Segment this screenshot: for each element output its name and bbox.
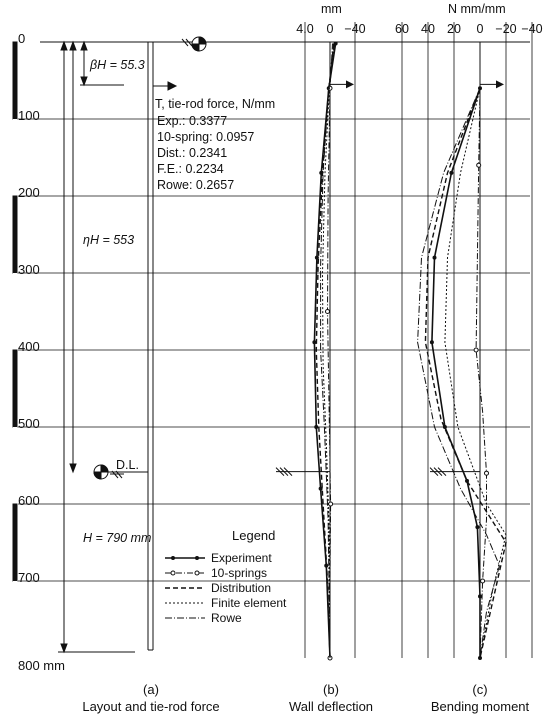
series-experiment (432, 88, 480, 658)
depth-tick-labels (18, 31, 65, 673)
tie-rod-arrowhead (168, 82, 176, 90)
deflection-unit-label: mm (321, 2, 342, 16)
x-tick-label: −40 (344, 22, 366, 36)
caption-b: Wall deflection (288, 699, 374, 714)
depth-tick-0: 0 (18, 31, 26, 46)
depth-tick-200: 200 (18, 185, 40, 200)
captions (82, 682, 529, 714)
tie-rod-values (157, 114, 254, 192)
spring-point (477, 163, 481, 167)
tie-rod-row: Rowe: 0.2657 (157, 178, 235, 192)
scale-segment (13, 273, 17, 350)
experiment-point (449, 171, 453, 175)
scale-segment (13, 504, 17, 581)
legend-item-10-springs (165, 566, 267, 580)
x-tick-label: 0 (476, 22, 484, 36)
tie-rod-arrowhead (346, 80, 354, 88)
tie-rod-row: F.E.: 0.2234 (157, 162, 224, 176)
experiment-point (433, 256, 437, 260)
depth-tick-700: 700 (18, 570, 40, 585)
eta-h-label: ηH = 553 (83, 233, 135, 247)
depth-tick-400: 400 (18, 339, 40, 354)
water-level-marker-top (180, 37, 206, 51)
dim-eta-arrow-bottom (70, 464, 76, 472)
legend-label: Finite element (211, 596, 287, 610)
beta-h-label: βH = 55.3 (90, 58, 145, 72)
depth-tick-600: 600 (18, 493, 40, 508)
spring-point (326, 310, 330, 314)
legend-label: Rowe (211, 611, 242, 625)
x-tick-label: 20 (447, 22, 461, 36)
scale-segment (13, 427, 17, 504)
depth-tick-500: 500 (18, 416, 40, 431)
scale-segment (13, 581, 17, 658)
legend-label: Distribution (211, 581, 272, 595)
depth-scale-bar (13, 42, 17, 658)
legend-title: Legend (232, 528, 276, 543)
experiment-point (475, 525, 479, 529)
spring-point (474, 348, 478, 352)
spring-point (481, 579, 485, 583)
legend-item-distribution (165, 581, 271, 595)
tie-rod-row: 10-spring: 0.0957 (157, 130, 255, 144)
dim-h-arrow-top (61, 42, 67, 50)
legend-item-finite-element (165, 596, 287, 610)
depth-tick-800: 800 mm (18, 658, 65, 673)
legend (165, 528, 287, 625)
h-label: H = 790 mm (83, 531, 152, 545)
caption-c-letter: (c) (472, 682, 488, 697)
legend-label: Experiment (211, 551, 272, 565)
dim-beta-arrow-bottom (81, 77, 87, 85)
wall-deflection-chart (276, 22, 366, 660)
dim-beta-arrow-top (81, 42, 87, 50)
series-distribution (425, 88, 506, 658)
scale-segment (13, 42, 17, 119)
series-rowe (418, 88, 500, 658)
spring-point (329, 502, 333, 506)
experiment-point (478, 594, 482, 598)
depth-tick-100: 100 (18, 108, 40, 123)
x-tick-label: 60 (395, 22, 409, 36)
dim-eta-arrow-top (70, 42, 76, 50)
dl-label: D.L. (116, 458, 139, 472)
x-tick-label: 0 (326, 22, 334, 36)
tie-rod-title: T, tie-rod force, N/mm (155, 97, 276, 111)
scale-segment (13, 350, 17, 427)
caption-a-letter: (a) (143, 682, 159, 697)
depth-tick-300: 300 (18, 262, 40, 277)
tie-rod-row: Dist.: 0.2341 (157, 146, 228, 160)
moment-unit-label: N mm/mm (448, 2, 506, 16)
caption-b-letter: (b) (323, 682, 339, 697)
experiment-point (430, 340, 434, 344)
tie-rod-arrowhead (496, 80, 504, 88)
caption-a: Layout and tie-rod force (82, 699, 220, 714)
scale-segment (13, 119, 17, 196)
x-tick-label: −40 (521, 22, 543, 36)
layout-panel (40, 42, 176, 652)
spring-point (485, 471, 489, 475)
x-tick-label: 4.0 (296, 22, 314, 36)
legend-item-rowe (165, 611, 242, 625)
experiment-point (314, 425, 318, 429)
legend-item-experiment (165, 551, 272, 565)
tie-rod-row: Exp.: 0.3377 (157, 114, 228, 128)
series-10-springs (476, 88, 486, 658)
bending-moment-chart (395, 22, 543, 660)
dim-h-arrow-bottom (61, 644, 67, 652)
legend-label: 10-springs (211, 566, 268, 580)
x-tick-label: −20 (495, 22, 517, 36)
scale-segment (13, 196, 17, 273)
depth-gridlines (18, 42, 530, 581)
caption-c: Bending moment (430, 699, 530, 714)
x-tick-label: 40 (421, 22, 435, 36)
